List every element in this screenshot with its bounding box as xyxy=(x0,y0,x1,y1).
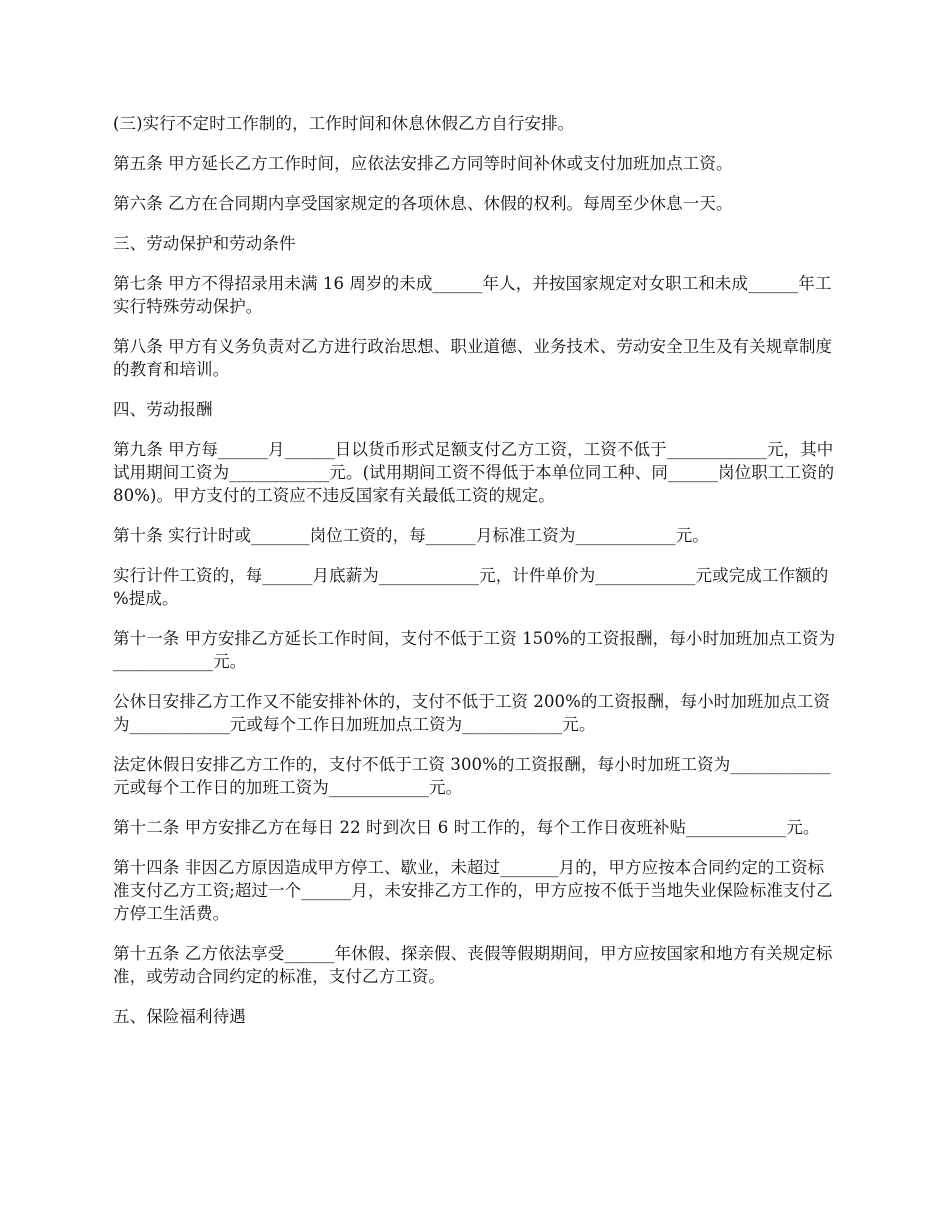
paragraph-rest-day-overtime: 公休日安排乙方工作又不能安排补休的，支付不低于工资 200%的工资报酬，每小时加班加点工资为____________元或每个工作日加班加点工资为____________元。 xyxy=(113,692,830,734)
paragraph-article-6: 第六条 乙方在合同期内享受国家规定的各项休息、休假的权利。每周至少休息一天。 xyxy=(113,194,733,213)
document-body xyxy=(113,112,837,1045)
paragraph-article-9: 第九条 甲方每______月______日以货币形式足额支付乙方工资，工资不低于____________元，其中试用期间工资为____________元。(试用期间工资不得低于本单位同工种、同______岗位职工工资的 80%)。甲方支付的工资应不违反国家有关最低工资的规定。 xyxy=(113,440,835,505)
paragraph-article-11: 第十一条 甲方安排乙方延长工作时间，支付不低于工资 150%的工资报酬，每小时加班加点工资为____________元。 xyxy=(113,629,836,671)
paragraph-article-12: 第十二条 甲方安排乙方在每日 22 时到次日 6 时工作的，每个工作日夜班补贴____________元。 xyxy=(113,818,820,837)
paragraph-article-14: 第十四条 非因乙方原因造成甲方停工、歇业，未超过_______月的，甲方应按本合同约定的工资标准支付乙方工资;超过一个______月，未安排乙方工作的，甲方应按不低于当地失业保险标准支付乙方停工生活费。 xyxy=(113,858,833,923)
section-heading-insurance-welfare: 五、保险福利待遇 xyxy=(113,1007,246,1026)
paragraph-article-15: 第十五条 乙方依法享受______年休假、探亲假、丧假等假期期间，甲方应按国家和地方有关规定标准，或劳动合同约定的标准，支付乙方工资。 xyxy=(113,944,833,986)
section-heading-labor-protection: 三、劳动保护和劳动条件 xyxy=(113,234,296,253)
paragraph-article-7: 第七条 甲方不得招录用未满 16 周岁的未成______年人，并按国家规定对女职工和未成______年工实行特殊劳动保护。 xyxy=(113,274,832,316)
paragraph-piecework-wage: 实行计件工资的，每______月底薪为____________元，计件单价为____________元或完成工作额的 %提成。 xyxy=(113,566,829,608)
paragraph-article-5: 第五条 甲方延长乙方工作时间，应依法安排乙方同等时间补休或支付加班加点工资。 xyxy=(113,154,733,173)
paragraph-3-irregular-hours: (三)实行不定时工作制的，工作时间和休息休假乙方自行安排。 xyxy=(113,114,575,133)
paragraph-article-10: 第十条 实行计时或_______岗位工资的，每______月标准工资为____________元。 xyxy=(113,526,709,545)
paragraph-article-8: 第八条 甲方有义务负责对乙方进行政治思想、职业道德、业务技术、劳动安全卫生及有关规章制度的教育和培训。 xyxy=(113,337,833,379)
paragraph-holiday-overtime: 法定休假日安排乙方工作的，支付不低于工资 300%的工资报酬，每小时加班工资为____________元或每个工作日的加班工资为____________元。 xyxy=(113,755,831,797)
section-heading-remuneration: 四、劳动报酬 xyxy=(113,400,213,419)
